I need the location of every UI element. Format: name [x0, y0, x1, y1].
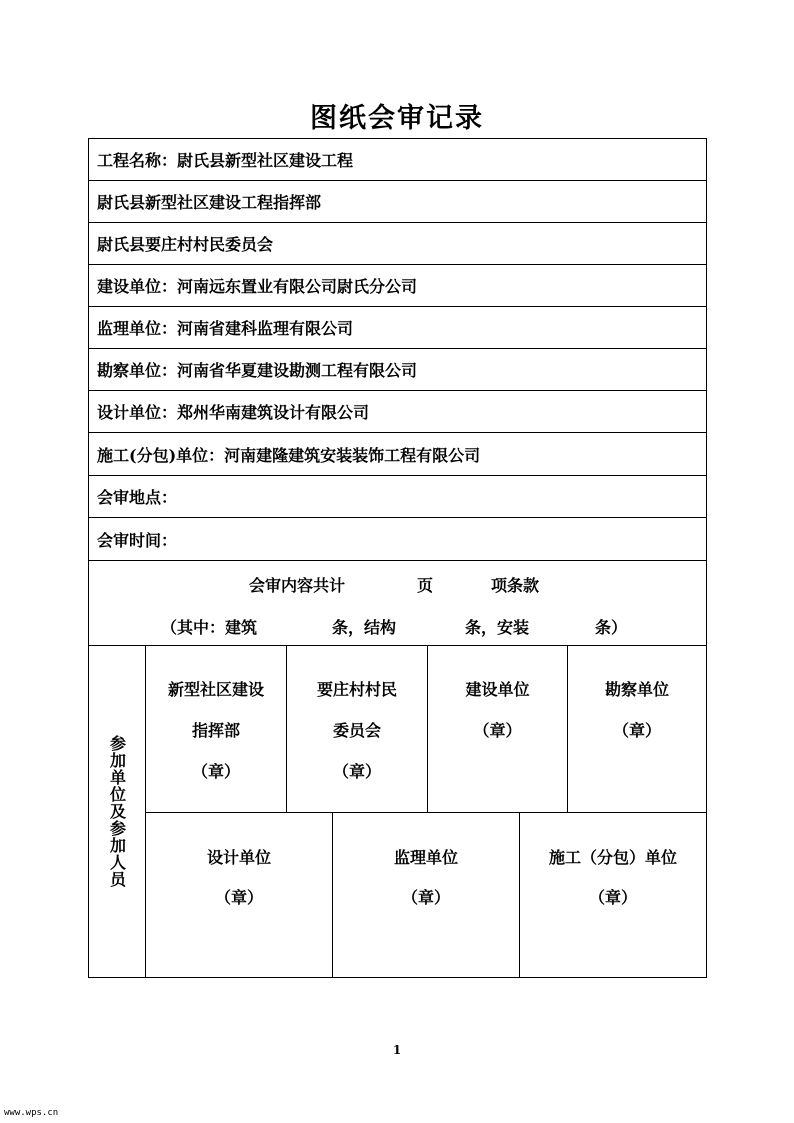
project-name-text: 工程名称：尉氏县新型社区建设工程: [97, 151, 354, 170]
design-unit-row: [89, 391, 706, 433]
supervision-unit-row: [89, 307, 706, 349]
project-name-row: [89, 139, 706, 181]
seal-cell-title-line2: 指挥部: [191, 721, 240, 740]
summary-breakdown-open: （其中：建筑: [161, 618, 258, 637]
seal-cell-title-line1: 新型社区建设: [167, 680, 264, 699]
seal-cell-command-department: [146, 645, 287, 813]
document-title: 图纸会审记录: [310, 103, 484, 134]
participants-section: [89, 645, 706, 977]
review-location-text: 会审地点：: [97, 488, 178, 507]
seal-cell-seal: （章）: [214, 888, 263, 907]
seal-cell-title-line1: 施工（分包）单位: [548, 848, 677, 867]
contractor-unit-text: 施工(分包)单位：河南建隆建筑安装装饰工程有限公司: [97, 445, 481, 465]
seal-cell-seal: （章）: [473, 721, 522, 740]
seal-cell-design-unit: [146, 813, 333, 977]
review-time-row: [89, 518, 706, 561]
seal-cell-seal: （章）: [401, 888, 450, 907]
seal-cell-title-line1: 勘察单位: [604, 680, 669, 699]
command-department-text: 尉氏县新型社区建设工程指挥部: [97, 193, 322, 212]
seal-cell-contractor-unit: [520, 813, 706, 977]
summary-page-unit: 页: [417, 576, 434, 595]
seal-cell-seal: （章）: [191, 762, 240, 781]
participants-side-text: 参加单位及参加人员: [107, 734, 127, 888]
seal-cell-supervision-unit: [333, 813, 520, 977]
supervision-unit-text: 监理单位：河南省建科监理有限公司: [97, 319, 354, 338]
seal-cell-seal: （章）: [612, 721, 661, 740]
participants-side-label: [89, 645, 146, 977]
seal-cell-title-line1: 建设单位: [465, 680, 530, 699]
survey-unit-row: [89, 349, 706, 391]
summary-struct-unit: 条，安装: [465, 618, 530, 637]
review-summary: [89, 561, 706, 646]
seal-cell-construction-unit: [428, 645, 568, 813]
summary-install-unit: 条）: [595, 618, 628, 637]
summary-items-unit: 项条款: [491, 576, 540, 595]
seal-cell-title-line1: 设计单位: [206, 848, 271, 867]
seal-cell-seal: （章）: [588, 888, 637, 907]
contractor-unit-row: [89, 433, 706, 476]
seal-cell-title-line1: 要庄村村民: [316, 680, 397, 699]
village-committee-row: [89, 223, 706, 265]
seal-cell-title-line1: 监理单位: [393, 848, 458, 867]
seal-cell-title-line2: 委员会: [332, 721, 381, 740]
summary-total-label: 会审内容共计: [249, 576, 346, 595]
seal-cell-village-committee: [287, 645, 428, 813]
review-location-row: [89, 476, 706, 518]
survey-unit-text: 勘察单位：河南省华夏建设勘测工程有限公司: [97, 361, 418, 380]
village-committee-text: 尉氏县要庄村村民委员会: [97, 235, 274, 254]
seal-cell-seal: （章）: [332, 762, 381, 781]
seal-cell-survey-unit: [568, 645, 706, 813]
page-number: 1: [392, 1043, 402, 1057]
design-unit-text: 设计单位：郑州华南建筑设计有限公司: [97, 403, 370, 422]
construction-unit-text: 建设单位：河南远东置业有限公司尉氏分公司: [97, 277, 418, 296]
command-department-row: [89, 181, 706, 223]
review-record-form: [88, 138, 707, 978]
review-time-text: 会审时间：: [97, 530, 178, 550]
watermark-text: www.wps.cn: [4, 1108, 59, 1118]
summary-arch-unit: 条，结构: [332, 618, 397, 637]
construction-unit-row: [89, 265, 706, 307]
